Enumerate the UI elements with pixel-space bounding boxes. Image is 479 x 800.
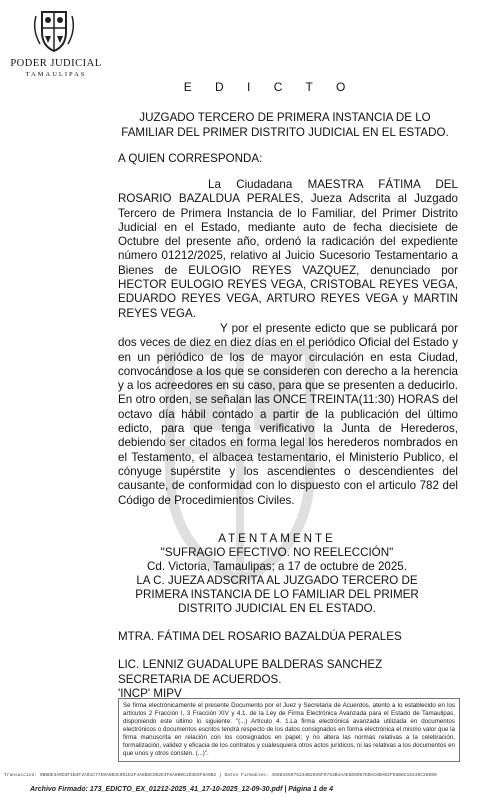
document-title: E D I C T O <box>183 80 356 94</box>
secretary-title: SECRETARIA DE ACUERDOS. <box>118 672 282 686</box>
judge-title-line-2: PRIMERA INSTANCIA DE LO FAMILIAR DEL PRIMER <box>135 588 419 602</box>
sufragio: "SUFRAGIO EFECTIVO. NO REELECCIÓN" <box>160 546 394 559</box>
judge-name: MTRA. FÁTIMA DEL ROSARIO BAZALDÚA PERALES <box>118 630 402 643</box>
secretary-block <box>118 658 382 702</box>
judge-title-line-3: DISTRITO JUDICIAL EN EL ESTADO. <box>178 602 376 616</box>
electronic-signature-notice: Se firma electrónicamente el presente Documento por el Juez y Secretaria de Acuerdos, atento a lo establecido en los artículos 2 Fracción I, 3 Fracción XIV y 4.1. de la Ley de Firma Electrónica Avanzada para el Estado de Tamaulipas, disponiendo este último lo siguiente: "(...) Artículo 4. 1.La firma electrónica avanzada utilizada en documentos electrónicos o documentos escritos tendrá respecto de los datos consignados en forma electrónica el mismo valor que la firma manuscrita en relación con los consignados en papel; y no altera las normas relativas a la celebración, formalización, validez y eficacia de los contratos y cualesquiera otros actos jurídicos, ni las relativas a los documentos en que unos y otros consten. (...)". <box>118 698 460 762</box>
court-heading <box>115 110 455 140</box>
city-date: Cd. Victoria, Tamaulipas; a 17 de octubre de 2025. <box>147 560 407 573</box>
court-line-1: JUZGADO TERCERO DE PRIMERA INSTANCIA DE LO <box>139 111 431 124</box>
paragraph-1: La Ciudadana MAESTRA FÁTIMA DEL ROSARIO BAZALDUA PERALES, Jueza Adscrita al Juzgado Tercero de Primera Instancia de lo Familiar, del Primer Distrito Judicial en el Estado, mediante auto de fecha diecisiete de Octubre del presente año, ordenó la radicación del expediente número 01212/2025, relativo al Juicio Sucesorio Testamentario a Bienes de EULOGIO REYES VAZQUEZ, denunciado por HECTOR EULOGIO REYES VEGA, CRISTOBAL REYES VEGA, EDUARDO REYES VEGA, ARTURO REYES VEGA y MARTIN REYES VEGA. <box>118 178 458 320</box>
org-name: PODER JUDICIAL <box>10 58 102 69</box>
archive-line: Archivo Firmado: 173_EDICTO_EX_01212-2025_41_17-10-2025_12-09-30.pdf | Página 1 de 4 <box>30 786 333 793</box>
atentamente: ATENTAMENTE <box>218 532 336 545</box>
transaction-line: Transacción: 9B8DE3A0D3F1B4F2A91C77E0A5B3C9D1E2F4A6B8C0D2E4F6A8B0C2D4E6F8A0B2 | Datos Firmables: 4568446976234B2035F9783B4AAE5D0067EBAC6BA02FE8B6C15436C28850 <box>4 773 437 778</box>
paragraph-2: Y por el presente edicto que se publicará por dos veces de diez en diez días en el periódico Oficial del Estado y en un periódico de los de mayor circulación en esta Ciudad, convocándose a los que se consideren con derecho a la herencia y a los acreedores en su caso, para que se presenten a deducirlo. En otro orden, se señalan las ONCE TREINTA(11:30) HORAS del octavo día hábil contado a partir de la publicación del último edicto, para que tenga verificativo la Junta de Herederos, debiendo ser citados en forma legal los herederos nombrados en el Testamento, el albacea testamentario, el Ministerio Publico, el cónyuge supérstite y los ascendientes o descendientes del causante, de conformidad con lo dispuesto con el articulo 782 del Código de Procedimientos Civiles. <box>118 322 458 507</box>
judge-title-line-1: LA C. JUEZA ADSCRITA AL JUZGADO TERCERO DE <box>136 574 418 587</box>
org-state: TAMAULIPAS <box>25 71 87 78</box>
coat-of-arms-icon <box>30 6 78 54</box>
greeting: A QUIEN CORRESPONDA: <box>118 152 263 165</box>
secretary-name: LIC. LENNIZ GUADALUPE BALDERAS SANCHEZ <box>118 658 383 671</box>
initials: 'INCP' MIPV <box>118 687 182 700</box>
judge-title <box>0 574 479 617</box>
court-line-2: FAMILIAR DEL PRIMER DISTRITO JUDICIAL EN EL ESTADO. <box>121 126 449 139</box>
